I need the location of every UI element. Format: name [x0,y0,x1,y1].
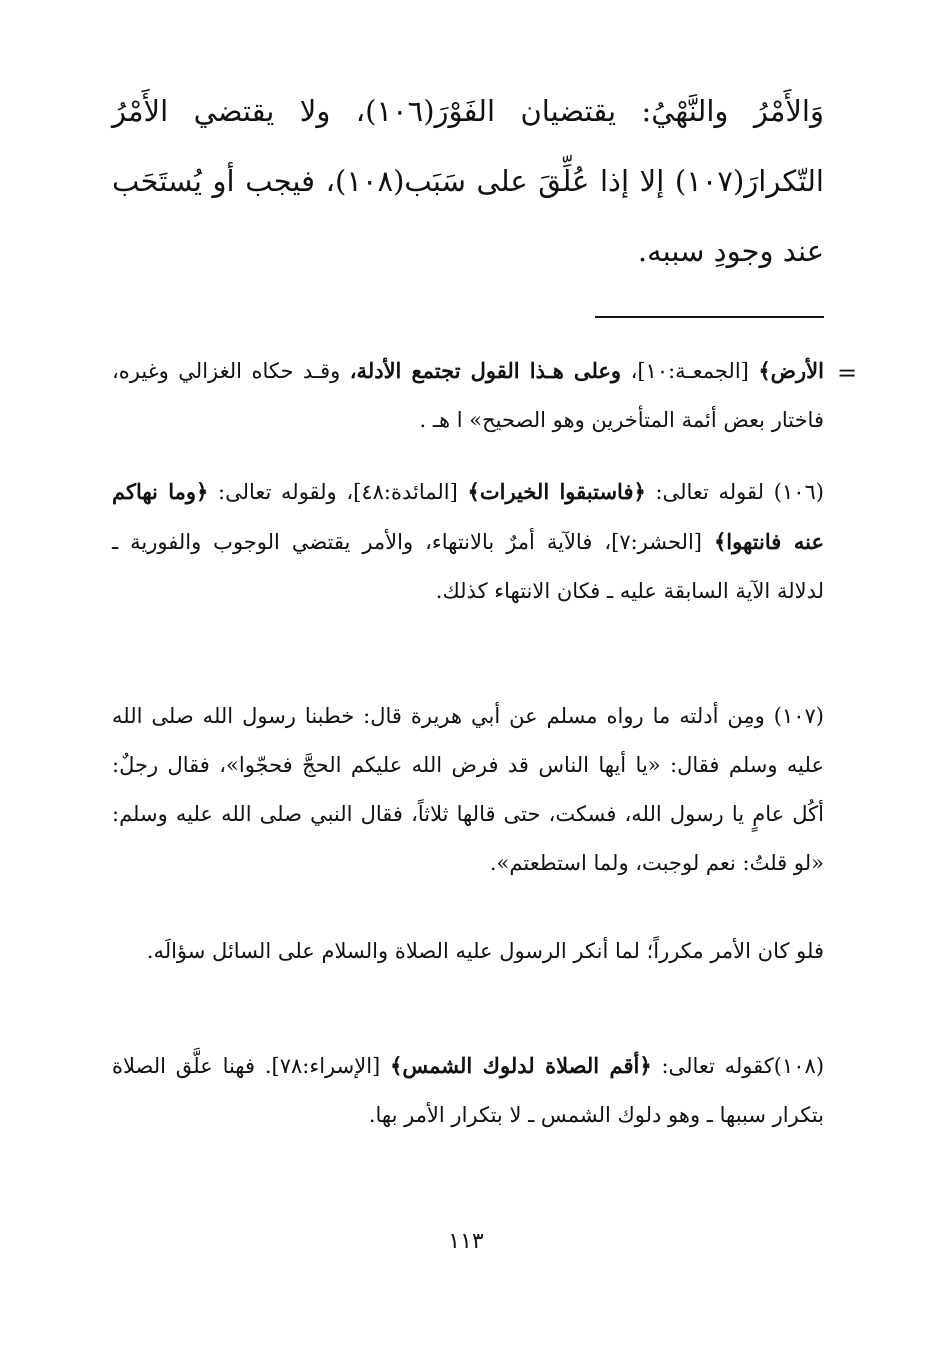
footnote-106-mid: [المائدة:٤٨]، ولقوله تعالى: [218,480,458,504]
footnote-108-lead: (١٠٨)كقوله تعالى: [661,1054,825,1078]
footnote-107-followup: فلو كان الأمر مكرراً؛ لما أنكر الرسول عليه الصلاة والسلام على السائل سؤالَه. [146,939,824,963]
continuation-marker: = [837,359,858,387]
main-paragraph: وَالأَمْرُ والنَّهْيُ: يقتضيان الفَوْرَ(١٠٦)، ولا يقتضي الأَمْرُ التّكرارَ(١٠٧) إلا إذا عُلِّقَ على سَبَب(١٠٨)، فيجب أو يُستَحَب عند وجودِ سببه. [112,94,824,268]
footnote-108-rest: [الإسراء:٧٨]. فهنا علَّق الصلاة بتكرار سببها ـ وهو دلوك الشمس ـ لا بتكرار الأمر بها. [112,1054,824,1127]
footnote-108-ayah: ﴿أقم الصلاة لدلوك الشمس﴾ [390,1053,652,1078]
footnote-106-rest: [الحشر:٧]، فالآية أمرٌ بالانتهاء، والأمر يقتضي الوجوب والفورية ـ لدلالة الآية السابقة عليه ـ فكان الانتهاء كذلك. [112,530,824,603]
continuation-ayah: الأرض﴾ [758,358,824,383]
footnote-108 [112,1041,824,1140]
continuation-bold: وعلى هـذا القول تجتمع الأدلة، [349,358,622,383]
footnote-107: (١٠٧) ومِن أدلته ما رواه مسلم عن أبي هريرة قال: خطبنا رسول الله صلى الله عليه وسلم فقال: «يا أيها الناس قد فرض الله عليكم الحجَّ فحجّوا»، فقال رجلٌ: أكُل عامٍ يا رسول الله، فسكت، حتى قالها ثلاثاً، فقال النبي صلى الله عليه وسلم: «لو قلتُ: نعم لوجبت، ولما استطعتم». [112,704,824,875]
page-number: ١١٣ [448,1229,484,1254]
footnote-106 [112,467,824,616]
continuation-rest: وقـد حكاه الغزالي وغيره، فاختار بعض أئمة المتأخرين وهو الصحيح» ا هـ . [112,359,824,432]
footnote-106-ayah-2: ﴿وما نهاكم عنه فانتهوا﴾ [112,479,824,554]
continuation-ref: [الجمعـة:١٠]، [630,359,749,383]
footnote-separator [595,316,824,318]
footnote-continuation [112,346,824,445]
footnote-106-ayah-1: ﴿فاستبقوا الخيرات﴾ [467,479,646,504]
footnote-106-lead: (١٠٦) لقوله تعالى: [655,480,824,504]
